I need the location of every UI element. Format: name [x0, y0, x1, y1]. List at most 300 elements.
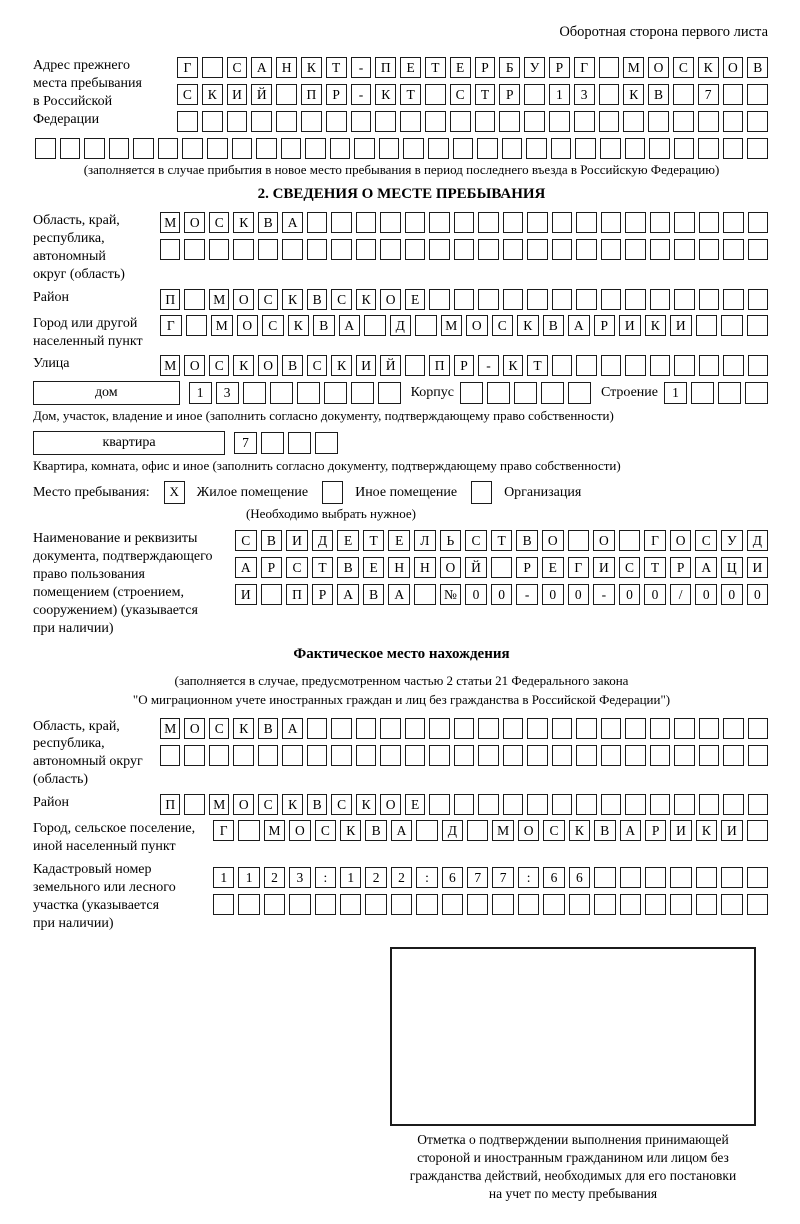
char-box: С [286, 557, 308, 578]
char-box [282, 239, 302, 260]
char-box [674, 138, 695, 159]
char-box [673, 84, 694, 105]
char-box [186, 315, 208, 336]
char-box [207, 138, 228, 159]
char-box: Д [312, 530, 334, 551]
char-box [698, 111, 719, 132]
char-box [625, 289, 645, 310]
char-box [747, 820, 768, 841]
char-box [202, 57, 223, 78]
cadastral-rows [211, 867, 770, 915]
char-box: В [747, 57, 768, 78]
char-box [416, 820, 437, 841]
char-box: К [623, 84, 644, 105]
char-box: О [184, 212, 204, 233]
char-box [454, 745, 474, 766]
char-box [552, 289, 572, 310]
char-box [429, 794, 449, 815]
char-box [454, 794, 474, 815]
char-box [380, 718, 400, 739]
char-box: Г [644, 530, 666, 551]
char-box [403, 138, 424, 159]
label-line: иной населенный пункт [33, 839, 176, 855]
char-box: В [648, 84, 669, 105]
char-box [625, 745, 645, 766]
char-box [650, 212, 670, 233]
char-box [276, 111, 297, 132]
char-box [748, 212, 768, 233]
char-box: С [235, 530, 257, 551]
char-box [454, 718, 474, 739]
char-box: П [160, 794, 180, 815]
char-box [601, 718, 621, 739]
label-line: Наименование и реквизиты [33, 531, 198, 547]
char-box [405, 239, 425, 260]
char-box [645, 894, 666, 915]
char-box [526, 138, 547, 159]
actual-region-row-2 [158, 745, 770, 766]
char-box [625, 794, 645, 815]
char-box: Р [549, 57, 570, 78]
char-box [514, 382, 537, 404]
char-box [467, 894, 488, 915]
city-field [33, 315, 770, 351]
label-line: участка (указывается [33, 897, 160, 913]
char-box: К [356, 289, 376, 310]
char-box: Е [388, 530, 410, 551]
char-box [699, 289, 719, 310]
char-box [460, 382, 483, 404]
char-box: Т [326, 57, 347, 78]
char-box: И [619, 315, 641, 336]
char-box: 3 [216, 382, 239, 404]
actual-location-note [33, 672, 770, 710]
char-box [527, 239, 547, 260]
caption-line: гражданства действий, необходимых для его постановки [409, 1168, 737, 1184]
prev-address-label [33, 57, 175, 129]
cadastral-field [33, 861, 770, 933]
char-box [699, 212, 719, 233]
label-line: право пользования [33, 567, 145, 583]
char-box [379, 138, 400, 159]
char-box: К [288, 315, 310, 336]
char-box [552, 355, 572, 376]
char-box: 2 [365, 867, 386, 888]
char-box [425, 111, 446, 132]
char-box: И [356, 355, 376, 376]
char-box [487, 382, 510, 404]
char-box [541, 382, 564, 404]
char-box [601, 745, 621, 766]
char-box [650, 239, 670, 260]
label-line: при наличии) [33, 620, 114, 636]
char-box [478, 794, 498, 815]
char-box [747, 138, 768, 159]
char-box [301, 111, 322, 132]
char-box: С [227, 57, 248, 78]
char-box: Ь [440, 530, 462, 551]
house-caption: Дом, участок, владение и иное (заполнить согласно документу, подтверждающему право собственности) [33, 408, 614, 424]
char-box: - [351, 57, 372, 78]
char-box [429, 239, 449, 260]
char-box [543, 894, 564, 915]
char-box: 0 [721, 584, 743, 605]
char-box: О [542, 530, 564, 551]
char-box [109, 138, 130, 159]
label-line: Адрес прежнего [33, 58, 130, 73]
char-box [601, 794, 621, 815]
street-label: Улица [33, 356, 70, 372]
char-box: 6 [543, 867, 564, 888]
char-box [307, 239, 327, 260]
char-box: К [233, 718, 253, 739]
char-box [60, 138, 81, 159]
char-box [288, 432, 311, 454]
char-box: 0 [695, 584, 717, 605]
street-row [158, 355, 770, 376]
char-box [601, 289, 621, 310]
char-box [674, 794, 694, 815]
char-box: 0 [465, 584, 487, 605]
char-box [503, 718, 523, 739]
char-box [478, 745, 498, 766]
char-box [575, 138, 596, 159]
street-rows [158, 355, 770, 376]
char-box: : [518, 867, 539, 888]
char-box [324, 382, 347, 404]
house-row [33, 381, 770, 405]
char-box [184, 745, 204, 766]
char-box: Ц [721, 557, 743, 578]
char-box: 7 [467, 867, 488, 888]
confirmation-caption [390, 1131, 756, 1204]
char-box [209, 745, 229, 766]
char-box: Д [390, 315, 412, 336]
actual-city-row [211, 820, 770, 841]
char-box: О [518, 820, 539, 841]
char-box: А [391, 820, 412, 841]
char-box [331, 718, 351, 739]
label-line: сооружением) (указывается [33, 603, 198, 619]
char-box [723, 355, 743, 376]
char-box: В [313, 315, 335, 336]
char-box: С [209, 718, 229, 739]
label-line: земельного или лесного [33, 879, 176, 895]
char-box [416, 894, 437, 915]
stroenie-label: Строение [600, 385, 658, 401]
char-box: Е [363, 557, 385, 578]
char-box [503, 212, 523, 233]
char-box: Т [644, 557, 666, 578]
char-box [160, 745, 180, 766]
char-box [619, 530, 641, 551]
char-box [699, 794, 719, 815]
char-box [696, 867, 717, 888]
char-box: О [648, 57, 669, 78]
char-box [674, 745, 694, 766]
char-box [747, 84, 768, 105]
checkbox-other-premises [322, 481, 343, 504]
char-box: О [289, 820, 310, 841]
char-box [645, 867, 666, 888]
char-box: Р [499, 84, 520, 105]
char-box [297, 382, 320, 404]
char-box [594, 894, 615, 915]
char-box [747, 867, 768, 888]
char-box [467, 820, 488, 841]
char-box: В [516, 530, 538, 551]
char-box [238, 820, 259, 841]
char-box: С [209, 355, 229, 376]
char-box: Г [213, 820, 234, 841]
char-box [527, 212, 547, 233]
char-box [699, 718, 719, 739]
char-box: К [375, 84, 396, 105]
char-box [478, 212, 498, 233]
char-box: 7 [698, 84, 719, 105]
char-box: А [282, 718, 302, 739]
char-box [748, 239, 768, 260]
char-box [270, 382, 293, 404]
char-box [478, 289, 498, 310]
char-box [649, 138, 670, 159]
label-line: (область) [33, 772, 89, 788]
char-box [364, 315, 386, 336]
char-box [256, 138, 277, 159]
char-box [552, 718, 572, 739]
char-box [251, 111, 272, 132]
char-box [594, 867, 615, 888]
char-box: П [301, 84, 322, 105]
caption-line: на учет по месту пребывания [488, 1186, 658, 1202]
char-box: Е [405, 794, 425, 815]
label-line: Кадастровый номер [33, 862, 152, 877]
char-box [380, 745, 400, 766]
char-box [552, 794, 572, 815]
char-box: М [211, 315, 233, 336]
char-box: С [331, 289, 351, 310]
char-box: Г [160, 315, 182, 336]
char-box: И [670, 820, 691, 841]
char-box: А [235, 557, 257, 578]
char-box [723, 84, 744, 105]
char-box: П [375, 57, 396, 78]
stay-type-row [33, 481, 770, 504]
label-line: Федерации [33, 111, 100, 127]
char-box [351, 382, 374, 404]
label-line: автономный округ [33, 754, 143, 770]
char-box [747, 315, 769, 336]
char-box: 6 [569, 867, 590, 888]
char-box: К [356, 794, 376, 815]
label-line: помещением (строением, [33, 585, 184, 601]
char-box [576, 794, 596, 815]
char-box [599, 111, 620, 132]
char-box [699, 745, 719, 766]
char-box: М [441, 315, 463, 336]
char-box: С [258, 289, 278, 310]
char-box: 2 [391, 867, 412, 888]
char-box [380, 239, 400, 260]
char-box [405, 718, 425, 739]
label-line: Область, край, [33, 213, 120, 228]
char-box: О [723, 57, 744, 78]
char-box [356, 745, 376, 766]
char-box: И [721, 820, 742, 841]
char-box: 1 [664, 382, 687, 404]
char-box: Г [574, 57, 595, 78]
label-line: республика, [33, 230, 105, 246]
char-box: Н [276, 57, 297, 78]
char-box: И [747, 557, 769, 578]
char-box [232, 138, 253, 159]
char-box: О [237, 315, 259, 336]
char-box [599, 84, 620, 105]
char-box [696, 315, 718, 336]
page-note: Оборотная сторона первого листа [559, 24, 768, 40]
char-box: Р [516, 557, 538, 578]
char-box: Е [542, 557, 564, 578]
stay-option-organization: Организация [504, 484, 582, 500]
char-box: К [698, 57, 719, 78]
korpus-label: Корпус [410, 385, 454, 401]
char-box [576, 212, 596, 233]
char-box: О [233, 289, 253, 310]
char-box [454, 239, 474, 260]
char-box [623, 111, 644, 132]
char-box: 1 [238, 867, 259, 888]
char-box: Й [380, 355, 400, 376]
char-box [428, 138, 449, 159]
char-box: Й [465, 557, 487, 578]
char-box [356, 212, 376, 233]
char-box [276, 84, 297, 105]
char-box: 3 [289, 867, 310, 888]
char-box [450, 111, 471, 132]
label-line: Область, край, [33, 718, 120, 734]
char-box [524, 111, 545, 132]
char-box [569, 894, 590, 915]
char-box: - [351, 84, 372, 105]
char-box [182, 138, 203, 159]
char-box [552, 239, 572, 260]
char-box [576, 745, 596, 766]
char-box: О [670, 530, 692, 551]
char-box [391, 894, 412, 915]
char-box [502, 138, 523, 159]
char-box: А [620, 820, 641, 841]
actual-region-field [33, 718, 770, 790]
char-box: Т [400, 84, 421, 105]
char-box: : [416, 867, 437, 888]
char-box: О [440, 557, 462, 578]
char-box: К [233, 355, 253, 376]
char-box [552, 745, 572, 766]
char-box [620, 894, 641, 915]
char-box: Н [388, 557, 410, 578]
char-box: О [380, 794, 400, 815]
char-box: М [160, 718, 180, 739]
char-box: В [261, 530, 283, 551]
char-box: Й [251, 84, 272, 105]
char-box: 1 [549, 84, 570, 105]
stroenie-cells [662, 382, 770, 404]
char-box [264, 894, 285, 915]
char-box: И [593, 557, 615, 578]
char-box [35, 138, 56, 159]
district-row [158, 289, 770, 310]
char-box: В [543, 315, 565, 336]
char-box [425, 84, 446, 105]
char-box: О [233, 794, 253, 815]
char-box [261, 584, 283, 605]
char-box: № [440, 584, 462, 605]
actual-region-label [33, 718, 158, 790]
stay-option-residential: Жилое помещение [196, 484, 309, 500]
actual-region-row-1 [158, 718, 770, 739]
char-box: Т [527, 355, 547, 376]
char-box: Б [499, 57, 520, 78]
char-box: С [695, 530, 717, 551]
char-box: Р [312, 584, 334, 605]
char-box [674, 212, 694, 233]
char-box [748, 355, 768, 376]
char-box: С [209, 212, 229, 233]
document-row-2 [233, 557, 770, 578]
char-box [354, 138, 375, 159]
char-box: К [282, 794, 302, 815]
char-box [380, 212, 400, 233]
char-box: : [315, 867, 336, 888]
char-box: С [492, 315, 514, 336]
char-box [673, 111, 694, 132]
char-box [184, 239, 204, 260]
char-box [503, 794, 523, 815]
char-box: 0 [619, 584, 641, 605]
char-box [696, 894, 717, 915]
char-box [718, 382, 741, 404]
char-box: Е [405, 289, 425, 310]
char-box [414, 584, 436, 605]
char-box [503, 289, 523, 310]
document-field [33, 530, 770, 637]
char-box [745, 382, 768, 404]
cadastral-label [33, 861, 211, 933]
char-box: Р [645, 820, 666, 841]
char-box: Е [337, 530, 359, 551]
char-box [330, 138, 351, 159]
note-line: (заполняется в случае, предусмотренном частью 2 статьи 21 Федерального закона [174, 672, 629, 688]
char-box: О [258, 355, 278, 376]
prev-address-rows [175, 57, 770, 132]
char-box [340, 894, 361, 915]
char-box [721, 867, 742, 888]
char-box [233, 745, 253, 766]
confirmation-stamp-box [390, 947, 756, 1126]
char-box [650, 355, 670, 376]
char-box [258, 745, 278, 766]
district-field [33, 289, 770, 310]
char-box [429, 212, 449, 233]
char-box [599, 57, 620, 78]
char-box: С [307, 355, 327, 376]
document-row-1 [233, 530, 770, 551]
char-box: О [466, 315, 488, 336]
char-box: В [594, 820, 615, 841]
char-box: А [282, 212, 302, 233]
char-box: М [623, 57, 644, 78]
prev-address-row-4 [33, 138, 770, 159]
